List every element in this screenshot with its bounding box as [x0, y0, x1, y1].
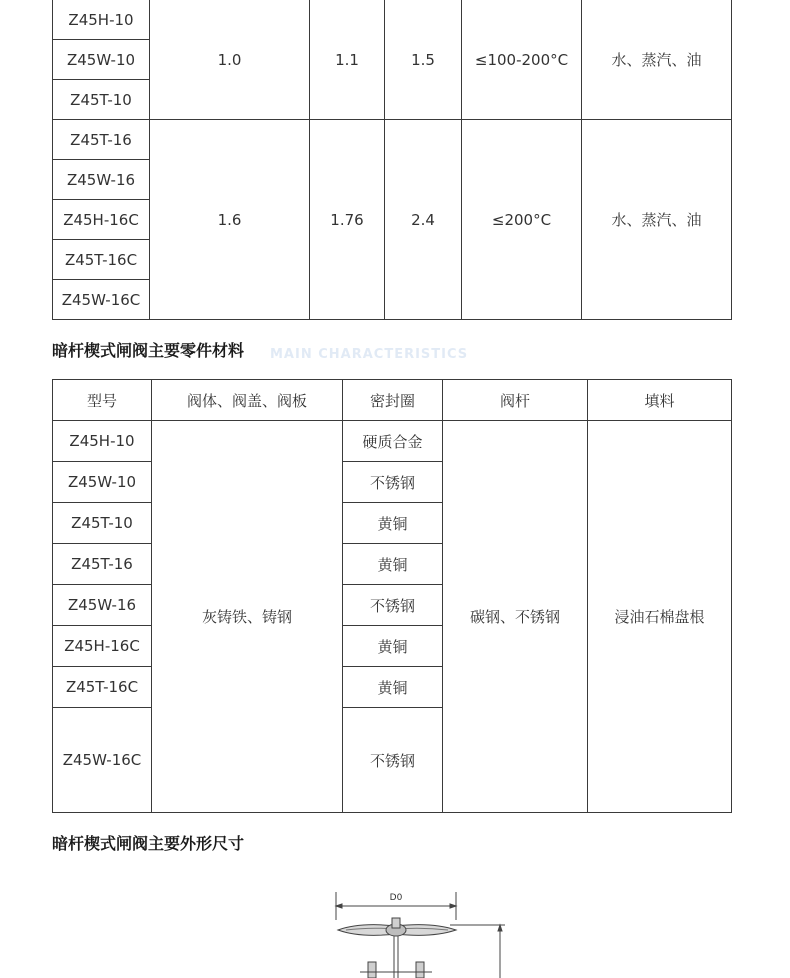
- model-cell: Z45T-16: [53, 544, 152, 585]
- header-seal: 密封圈: [343, 380, 443, 421]
- nominal-pressure-cell: 1.0: [150, 0, 310, 120]
- seal-material-cell: 黄铜: [343, 626, 443, 667]
- model-cell: Z45H-10: [53, 0, 150, 40]
- seal-material-cell: 黄铜: [343, 667, 443, 708]
- stem-material-cell: 碳钢、不锈钢: [443, 421, 588, 813]
- header-packing: 填料: [588, 380, 732, 421]
- arrow-left: [336, 904, 342, 908]
- seal-material-cell: 黄铜: [343, 503, 443, 544]
- table-row: [53, 421, 732, 462]
- model-cell: Z45W-16: [53, 160, 150, 200]
- dimensions-section-title: 暗杆楔式闸阀主要外形尺寸: [52, 834, 245, 853]
- seal-material-cell: 不锈钢: [343, 462, 443, 503]
- table-header-row: [53, 380, 732, 421]
- model-cell: Z45W-16: [53, 585, 152, 626]
- header-stem: 阀杆: [443, 380, 588, 421]
- header-model: 型号: [53, 380, 152, 421]
- seal-material-cell: 不锈钢: [343, 708, 443, 813]
- model-cell: Z45T-16C: [53, 240, 150, 280]
- body-material-cell: 灰铸铁、铸钢: [152, 421, 343, 813]
- model-cell: Z45H-16C: [53, 626, 152, 667]
- drawing-label-d0: D0: [389, 893, 403, 903]
- watermark-text: MAIN CHARACTERISTICS: [270, 347, 469, 362]
- shell-test-pressure-cell: 1.5: [385, 0, 462, 120]
- seal-material-cell: 硬质合金: [343, 421, 443, 462]
- model-cell: Z45W-16C: [53, 280, 150, 320]
- parameters-table: [52, 0, 732, 320]
- arrow-right: [450, 904, 456, 908]
- model-cell: Z45W-10: [53, 462, 152, 503]
- nominal-pressure-cell: 1.6: [150, 120, 310, 320]
- materials-section-title: 暗杆楔式闸阀主要零件材料: [52, 341, 245, 360]
- materials-table: [52, 379, 732, 813]
- medium-cell: 水、蒸汽、油: [582, 120, 732, 320]
- arrow-up: [498, 925, 502, 931]
- packing-material-cell: 浸油石棉盘根: [588, 421, 732, 813]
- shell-test-pressure-cell: 2.4: [385, 120, 462, 320]
- temperature-cell: ≤100-200°C: [462, 0, 582, 120]
- model-cell: Z45T-10: [53, 503, 152, 544]
- stem-nut: [392, 918, 400, 928]
- table-row: [53, 0, 732, 40]
- seal-material-cell: 不锈钢: [343, 585, 443, 626]
- model-cell: Z45H-16C: [53, 200, 150, 240]
- seal-material-cell: 黄铜: [343, 544, 443, 585]
- model-cell: Z45T-10: [53, 80, 150, 120]
- model-cell: Z45W-16C: [53, 708, 152, 813]
- model-cell: Z45T-16C: [53, 667, 152, 708]
- model-cell: Z45H-10: [53, 421, 152, 462]
- model-cell: Z45T-16: [53, 120, 150, 160]
- seal-test-pressure-cell: 1.1: [310, 0, 385, 120]
- table-row: [53, 120, 732, 160]
- temperature-cell: ≤200°C: [462, 120, 582, 320]
- model-cell: Z45W-10: [53, 40, 150, 80]
- seal-test-pressure-cell: 1.76: [310, 120, 385, 320]
- medium-cell: 水、蒸汽、油: [582, 0, 732, 120]
- header-body: 阀体、阀盖、阀板: [152, 380, 343, 421]
- valve-dimension-drawing: [300, 880, 530, 978]
